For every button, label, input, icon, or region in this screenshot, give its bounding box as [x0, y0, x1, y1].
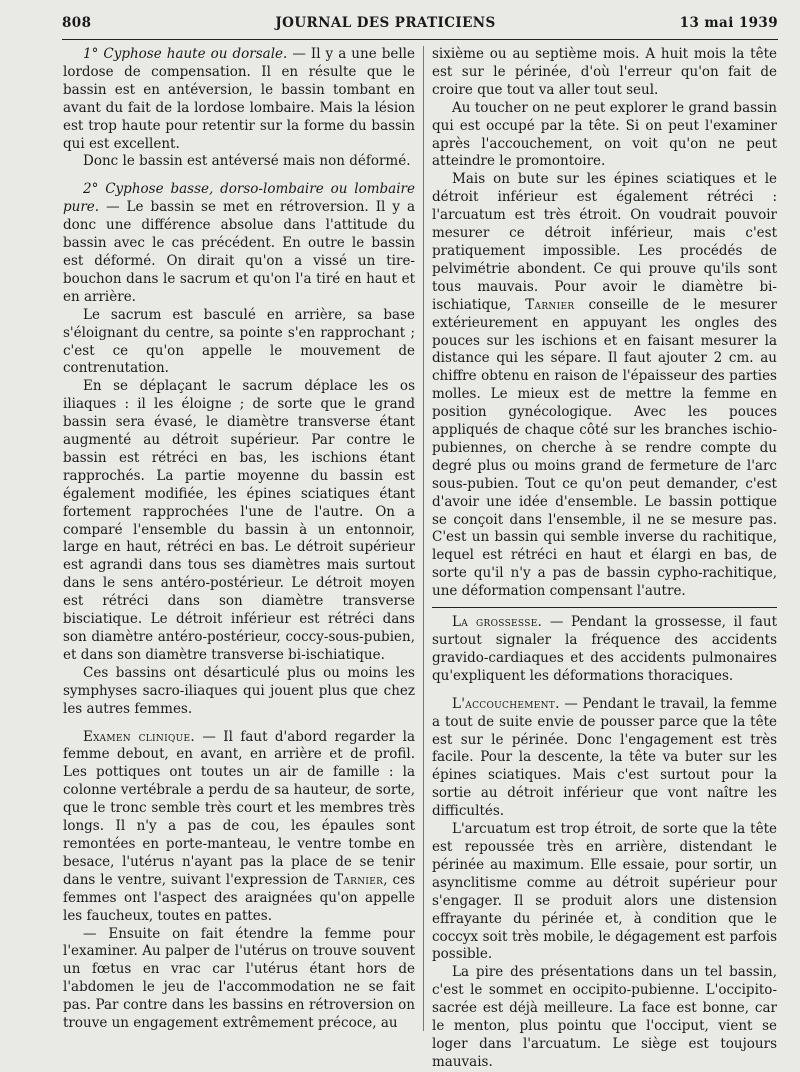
- paragraph-examen-suite: — Ensuite on fait étendre la femme pour l'examiner. Au palper de l'utérus on trouve souvent un fœtus en vrac car l'utérus étant hors de l'abdomen le jeu de l'accommodation ne se fait pas. Par contre dans les bassins en rétroversion on trouve un engagement extrêmement précoce, au: [63, 925, 415, 1032]
- paragraph-toucher: Au toucher on ne peut explorer le grand bassin qui est occupé par la tête. Si on peut l'examiner après l'accouchement, on voit qu'on ne peut atteindre le promontoire.: [432, 99, 777, 170]
- page-number: 808: [62, 15, 92, 31]
- section-rule: [432, 607, 777, 608]
- paragraph-arcuatum: L'arcuatum est trop étroit, de sorte que la tête est repoussée très en arrière, distendant le périnée au maximum. Elle essaie, pour sortir, un asynclitisme comme au détroit supérieur pour s'engager. Il se produit alors une distension effrayante du périnée et, à condition que le coccyx soit très mobile, le dégagement est parfois possible.: [432, 821, 777, 963]
- paragraph-deplacement: En se déplaçant le sacrum déplace les os iliaques : il les éloigne ; de sorte que le grand bassin sera évasé, le diamètre transverse étant augmenté au détroit supérieur. Par contre le bassin est rétréci en bas, les ischions étant rapprochés. La partie moyenne du bassin est également modifiée, les épines sciatiques étant fortement rapprochées l'une de l'autre. On a comparé l'ensemble du bassin à un entonnoir, large en haut, rétréci en bas. Le détroit supérieur est agrandi dans tous ses diamètres mais surtout dans le sens antéro-postérieur. Le détroit moyen est rétréci dans son diamètre transverse bisciatique. Le détroit inférieur est rétréci dans son diamètre antéro-postérieur, coccy-sous-pubien, et dans son diamètre transverse bi-ischiatique.: [63, 378, 415, 663]
- issue-date: 13 mai 1939: [679, 15, 778, 31]
- running-header: [62, 8, 778, 38]
- name-tarnier: Tarnier: [525, 296, 575, 313]
- paragraph-symphyses: Ces bassins ont désarticulé plus ou moins les symphyses sacro-iliaques qui jouent plus que chez les autres femmes.: [63, 664, 415, 717]
- paragraph-epines: Mais on bute sur les épines sciatiques et le détroit inférieur est également rétréci : l'arcuatum est très étroit. On voudrait pouvoir mesurer ce détroit inférieur, mais c'est pratiquement impossible. Les procédés de pelvimétrie abondent. Ce qui prouve qu'ils sont tous mauvais. Pour avoir le diamètre bi-ischiatique, Tarnier conseille de le mesurer extérieurement en appuyant les ongles des pouces sur les ischions et en faisant mesurer la distance qui les sépare. Il faut ajouter 2 cm. au chiffre obtenu en raison de l'épaisseur des parties molles. Le mieux est de mettre la femme en position gynécologique. Avec les pouces appliqués de chaque côté sur les branches ischio-pubiennes, on cherche à se rendre compte du degré plus ou moins grand de fermeture de l'arc sous-pubien. Tout ce qu'on peut demander, c'est d'avoir une idée d'ensemble. Le bassin pottique se conçoit dans l'ensemble, il ne se mesure pas. C'est un bassin qui semble inverse du rachitique, lequel est rétréci en haut et élargi en bas, de sorte qu'il n'y a pas de bassin cypho-rachitique, une déformation compensant l'autre.: [432, 171, 777, 600]
- paragraph-grossesse: La grossesse. — Pendant la grossesse, il faut surtout signaler la fréquence des accidents gravido-cardiaques et des accidents pulmonaires qu'expliquent les déformations thoraciques.: [432, 614, 777, 684]
- paragraph-cyphose-basse: 2° Cyphose basse, dorso-lombaire ou lombaire pure. — Le bassin se met en rétroversion. Il y a donc une différence absolue dans l'attitude du bassin avec le cas précédent. En outre le bassin est déformé. On dirait qu'on a vissé un tire-bouchon dans le sacrum et qu'on l'a tiré en haut et en arrière.: [63, 181, 415, 305]
- journal-title: JOURNAL DES PRATICIENS: [275, 15, 496, 31]
- heading-examen-clinique: Examen clinique.: [83, 728, 195, 745]
- paragraph-sacrum: Le sacrum est basculé en arrière, sa base s'éloignant du centre, sa pointe s'en rapprochant ; c'est ce qu'on appelle le mouvement de contrenutation.: [63, 306, 415, 377]
- right-column: [432, 46, 777, 1072]
- heading-accouchement: L'accouchement.: [452, 695, 560, 712]
- paragraph-accouchement: L'accouchement. — Pendant le travail, la femme a tout de suite envie de pousser parce que la tête est sur le périnée. Donc l'engagement est très facile. Pour la descente, la tête va buter sur les épines sciatiques. Mais c'est surtout pour la sortie au détroit inférieur que vont naître les difficultés.: [432, 695, 777, 820]
- paragraph-continuation: sixième ou au septième mois. A huit mois la tête est sur le périnée, d'où l'erreur qu'on fait de croire que tout va aller tout seul.: [432, 46, 777, 98]
- heading-cyphose-basse: 2° Cyphose basse, dorso-lombaire ou lombaire pure.: [63, 181, 415, 216]
- paragraph-presentations: La pire des présentations dans un tel bassin, c'est le sommet en occipito-pubienne. L'occipito-sacrée est déjà meilleure. La face est bonne, car le menton, plus pointu que l'occiput, vient se loger dans l'arcuatum. Le siège est toujours mauvais.: [432, 964, 777, 1070]
- paragraph-conclusion: Donc le bassin est antéversé mais non déformé.: [83, 153, 411, 170]
- heading-grossesse: La grossesse.: [452, 614, 543, 631]
- paragraph-cyphose-haute: 1° Cyphose haute ou dorsale. — Il y a une belle lordose de compensation. Il en résulte que le bassin est en antéversion, le bassin tombant en avant du fait de la lordose lombaire. Mais la lésion est trop haute pour retentir sur la forme du bassin qui est excellent.: [63, 46, 415, 152]
- name-tarnier: Tarnier: [334, 871, 384, 888]
- header-rule: [62, 39, 778, 40]
- left-column: [63, 46, 415, 1033]
- heading-cyphose-haute: 1° Cyphose haute ou dorsale.: [83, 46, 288, 62]
- paragraph-examen-clinique: Examen clinique. — Il faut d'abord regarder la femme debout, en avant, en arrière et de profil. Les pottiques ont toutes un air de famille : la colonne vertébrale a perdu de sa hauteur, de sorte, que le tronc semble très court et les membres très longs. Il n'y a pas de cou, les épaules sont remontées en porte-manteau, le ventre tombe en besace, l'utérus n'ayant pas la place de se tenir dans le ventre, suivant l'expression de Tarnier, ces femmes ont l'aspect des araignées qu'on appelle les faucheux, toutes en pattes.: [63, 728, 416, 924]
- column-separator: [423, 46, 424, 1031]
